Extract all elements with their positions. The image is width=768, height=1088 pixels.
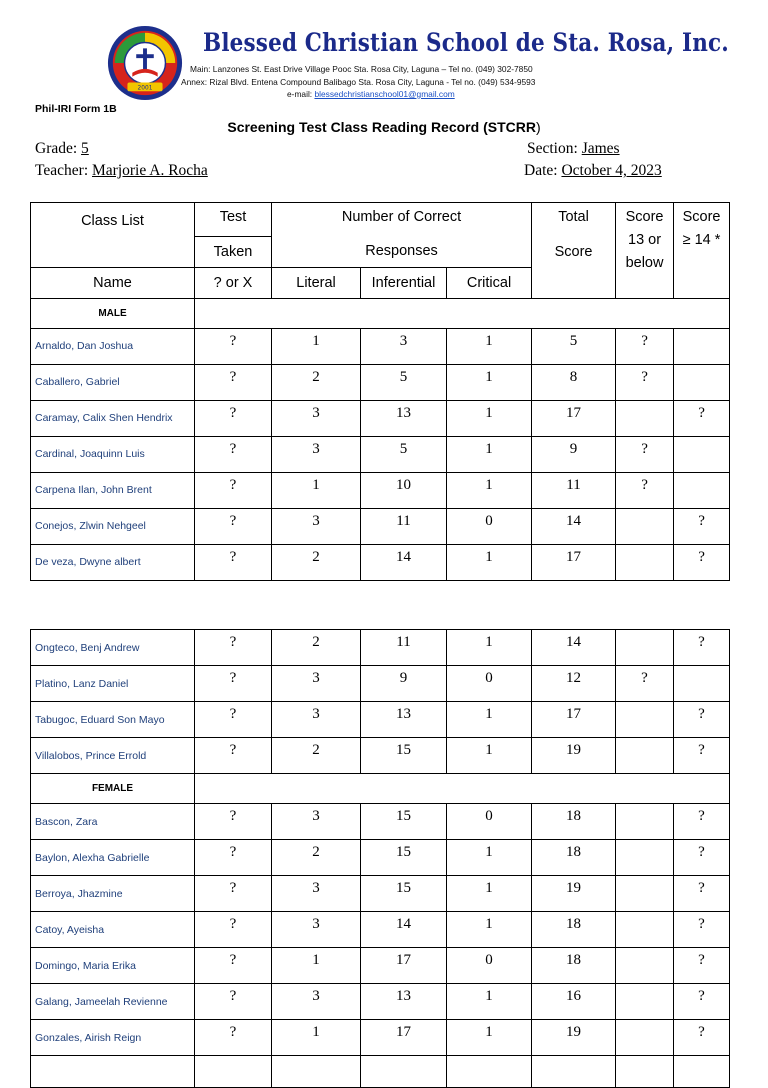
score-14-above-mark: ? [674,984,730,1020]
critical-score: 1 [447,702,532,738]
date-value: October 4, 2023 [561,162,662,179]
inferential-score: 11 [361,508,447,544]
total-score: 19 [532,876,616,912]
score-14-above-mark: ? [674,508,730,544]
header-above-1: Score [682,209,721,225]
test-taken-mark: ? [195,840,272,876]
critical-score: 1 [447,364,532,400]
date-field [524,162,662,180]
test-taken-mark: ? [195,1020,272,1056]
test-taken-mark: ? [195,738,272,774]
table-row [31,630,730,666]
test-taken-mark: ? [195,364,272,400]
literal-score: 2 [272,738,361,774]
inferential-score: 15 [361,804,447,840]
table-row [31,804,730,840]
inferential-score: 5 [361,364,447,400]
cell-blank [616,1056,674,1088]
score-14-above-mark: ? [674,630,730,666]
inferential-score: 15 [361,738,447,774]
reading-record-table-page2 [30,629,730,1088]
literal-score: 2 [272,544,361,580]
test-taken-mark: ? [195,666,272,702]
inferential-score: 13 [361,702,447,738]
critical-score: 0 [447,948,532,984]
literal-score: 3 [272,666,361,702]
score-13-below-mark: ? [616,328,674,364]
header-correct-1: Number of Correct [272,203,532,237]
inferential-score: 17 [361,1020,447,1056]
table-row [31,472,730,508]
critical-score: 0 [447,666,532,702]
main-campus-address: Main: Lanzones St. East Drive Village Pooc Sta. Rosa City, Laguna – Tel no. (049) 302-7850 [190,64,533,74]
critical-score: 1 [447,472,532,508]
score-13-below-mark: ? [616,666,674,702]
cell-blank [195,1056,272,1088]
total-score: 14 [532,508,616,544]
table-row [31,912,730,948]
table-row [31,544,730,580]
total-score: 16 [532,984,616,1020]
inferential-score: 11 [361,630,447,666]
score-14-above-mark: ? [674,1020,730,1056]
score-14-above-mark: ? [674,702,730,738]
student-name: Galang, Jameelah Revienne [31,984,195,1020]
header-total-blank [532,267,616,298]
score-13-below-mark: ? [616,364,674,400]
critical-score: 0 [447,804,532,840]
table-row [31,436,730,472]
test-taken-mark: ? [195,544,272,580]
literal-score: 3 [272,876,361,912]
literal-score: 1 [272,948,361,984]
letterhead [0,0,768,110]
table2-female-rows [31,804,730,1056]
student-name: Carpena Ilan, John Brent [31,472,195,508]
email-label: e-mail: [287,89,315,99]
literal-score: 1 [272,472,361,508]
test-taken-mark: ? [195,984,272,1020]
total-score: 11 [532,472,616,508]
total-score: 17 [532,544,616,580]
literal-score: 1 [272,328,361,364]
header-name: Name [31,267,195,298]
total-score: 18 [532,912,616,948]
section-value: James [581,140,620,157]
literal-score: 2 [272,630,361,666]
school-name: Blessed Christian School de Sta. Rosa, Inc. [203,28,729,57]
score-13-below-mark [616,912,674,948]
critical-score: 1 [447,876,532,912]
score-14-above-mark [674,436,730,472]
school-seal-logo [106,24,184,102]
score-14-above-mark: ? [674,400,730,436]
teacher-value: Marjorie A. Rocha [92,162,208,179]
critical-score: 1 [447,436,532,472]
section-label: Section: [527,140,582,157]
score-13-below-mark [616,1020,674,1056]
score-13-below-mark [616,984,674,1020]
date-label: Date: [524,162,562,179]
grade-field [35,140,89,158]
table1-student-rows [31,328,730,580]
header-below-3: below [625,255,664,271]
score-13-below-mark [616,876,674,912]
group-label-male: MALE [31,298,195,328]
student-name: Caramay, Calix Shen Hendrix [31,400,195,436]
table-row [31,876,730,912]
score-14-above-mark: ? [674,804,730,840]
literal-score: 3 [272,984,361,1020]
teacher-label: Teacher: [35,162,92,179]
total-score: 19 [532,738,616,774]
score-13-below-mark: ? [616,472,674,508]
header-score-14-above [674,203,730,299]
score-13-below-mark [616,738,674,774]
score-13-below-mark [616,840,674,876]
header-test-1: Test [195,203,272,237]
score-14-above-mark: ? [674,840,730,876]
title-text: Screening Test Class Reading Record (STCRR [227,119,536,135]
test-taken-mark: ? [195,876,272,912]
test-taken-mark: ? [195,508,272,544]
critical-score: 0 [447,508,532,544]
literal-score: 2 [272,840,361,876]
literal-score: 3 [272,436,361,472]
cell-blank [361,1056,447,1088]
literal-score: 3 [272,508,361,544]
literal-score: 3 [272,702,361,738]
total-score: 18 [532,840,616,876]
literal-score: 2 [272,364,361,400]
inferential-score: 13 [361,400,447,436]
table-row [31,328,730,364]
total-score: 19 [532,1020,616,1056]
student-name: Platino, Lanz Daniel [31,666,195,702]
score-14-above-mark: ? [674,948,730,984]
test-taken-mark: ? [195,630,272,666]
total-score: 5 [532,328,616,364]
group-row-fill [195,774,730,804]
inferential-score: 15 [361,840,447,876]
student-name: Bascon, Zara [31,804,195,840]
score-14-above-mark [674,472,730,508]
test-taken-mark: ? [195,804,272,840]
critical-score: 1 [447,912,532,948]
header-test-3: ? or X [195,267,272,298]
total-score: 14 [532,630,616,666]
table-row [31,364,730,400]
email-link[interactable]: blessedchristianschool01@gmail.com [314,89,455,99]
header-correct-2: Responses [272,236,532,267]
inferential-score: 13 [361,984,447,1020]
inferential-score: 3 [361,328,447,364]
table-row [31,948,730,984]
score-13-below-mark [616,544,674,580]
student-name: De veza, Dwyne albert [31,544,195,580]
critical-score: 1 [447,544,532,580]
score-14-above-mark: ? [674,738,730,774]
cell-blank [272,1056,361,1088]
title-close-paren: ) [535,119,541,135]
document-title [0,119,768,135]
table-row [31,702,730,738]
svg-text:2001: 2001 [137,85,153,92]
critical-score: 1 [447,400,532,436]
table-row-partial [31,1056,730,1088]
table-row [31,508,730,544]
annex-campus-address: Annex: Rizal Blvd. Entena Compound Balibago Sta. Rosa City, Laguna - Tel no. (049) 534-9593 [181,77,536,87]
critical-score: 1 [447,630,532,666]
email-line [287,89,455,99]
cell-blank [532,1056,616,1088]
score-14-above-mark [674,666,730,702]
student-name: Cardinal, Joaquinn Luis [31,436,195,472]
student-name: Gonzales, Airish Reign [31,1020,195,1056]
student-name: Catoy, Ayeisha [31,912,195,948]
literal-score: 3 [272,912,361,948]
total-score: 12 [532,666,616,702]
critical-score: 1 [447,984,532,1020]
test-taken-mark: ? [195,472,272,508]
score-14-above-mark: ? [674,876,730,912]
total-score: 8 [532,364,616,400]
group-row-fill [195,298,730,328]
student-name: Arnaldo, Dan Joshua [31,328,195,364]
header-inferential: Inferential [361,267,447,298]
critical-score: 1 [447,1020,532,1056]
student-name: Conejos, Zlwin Nehgeel [31,508,195,544]
total-score: 18 [532,948,616,984]
student-name: Ongteco, Benj Andrew [31,630,195,666]
reading-record-table-page1 [30,202,730,581]
grade-label: Grade: [35,140,82,157]
header-below-1: Score [625,209,664,225]
inferential-score: 14 [361,912,447,948]
score-13-below-mark [616,702,674,738]
inferential-score: 15 [361,876,447,912]
student-name: Caballero, Gabriel [31,364,195,400]
inferential-score: 10 [361,472,447,508]
grade-value: 5 [81,140,89,157]
score-14-above-mark [674,364,730,400]
total-score: 17 [532,702,616,738]
critical-score: 1 [447,328,532,364]
table-row [31,400,730,436]
header-score-13-below [616,203,674,299]
teacher-field [35,162,208,180]
inferential-score: 5 [361,436,447,472]
inferential-score: 17 [361,948,447,984]
test-taken-mark: ? [195,912,272,948]
score-14-above-mark: ? [674,912,730,948]
score-13-below-mark [616,508,674,544]
header-literal: Literal [272,267,361,298]
test-taken-mark: ? [195,328,272,364]
student-name: Villalobos, Prince Errold [31,738,195,774]
total-score: 17 [532,400,616,436]
score-14-above-mark: ? [674,544,730,580]
cell-blank [31,1056,195,1088]
test-taken-mark: ? [195,436,272,472]
total-score: 18 [532,804,616,840]
score-13-below-mark [616,400,674,436]
table-row [31,738,730,774]
inferential-score: 14 [361,544,447,580]
inferential-score: 9 [361,666,447,702]
score-13-below-mark: ? [616,436,674,472]
table-row [31,1020,730,1056]
score-14-above-mark [674,328,730,364]
header-critical: Critical [447,267,532,298]
header-total-1: Total [532,203,616,237]
critical-score: 1 [447,738,532,774]
test-taken-mark: ? [195,400,272,436]
literal-score: 3 [272,400,361,436]
score-13-below-mark [616,948,674,984]
critical-score: 1 [447,840,532,876]
test-taken-mark: ? [195,702,272,738]
table-row [31,666,730,702]
header-class-list: Class List [31,203,195,268]
student-name: Berroya, Jhazmine [31,876,195,912]
literal-score: 3 [272,804,361,840]
table-row [31,840,730,876]
score-13-below-mark [616,804,674,840]
section-field [527,140,620,158]
cell-blank [674,1056,730,1088]
test-taken-mark: ? [195,948,272,984]
cell-blank [447,1056,532,1088]
form-code: Phil-IRI Form 1B [35,103,117,115]
header-total-2: Score [532,236,616,267]
student-name: Baylon, Alexha Gabrielle [31,840,195,876]
group-label-female: FEMALE [31,774,195,804]
total-score: 9 [532,436,616,472]
header-above-2: ≥ 14 * [682,232,721,248]
student-name: Tabugoc, Eduard Son Mayo [31,702,195,738]
student-name: Domingo, Maria Erika [31,948,195,984]
header-below-2: 13 or [628,232,662,248]
literal-score: 1 [272,1020,361,1056]
header-test-2: Taken [195,236,272,267]
table-row [31,984,730,1020]
score-13-below-mark [616,630,674,666]
table2-male-rows [31,630,730,774]
